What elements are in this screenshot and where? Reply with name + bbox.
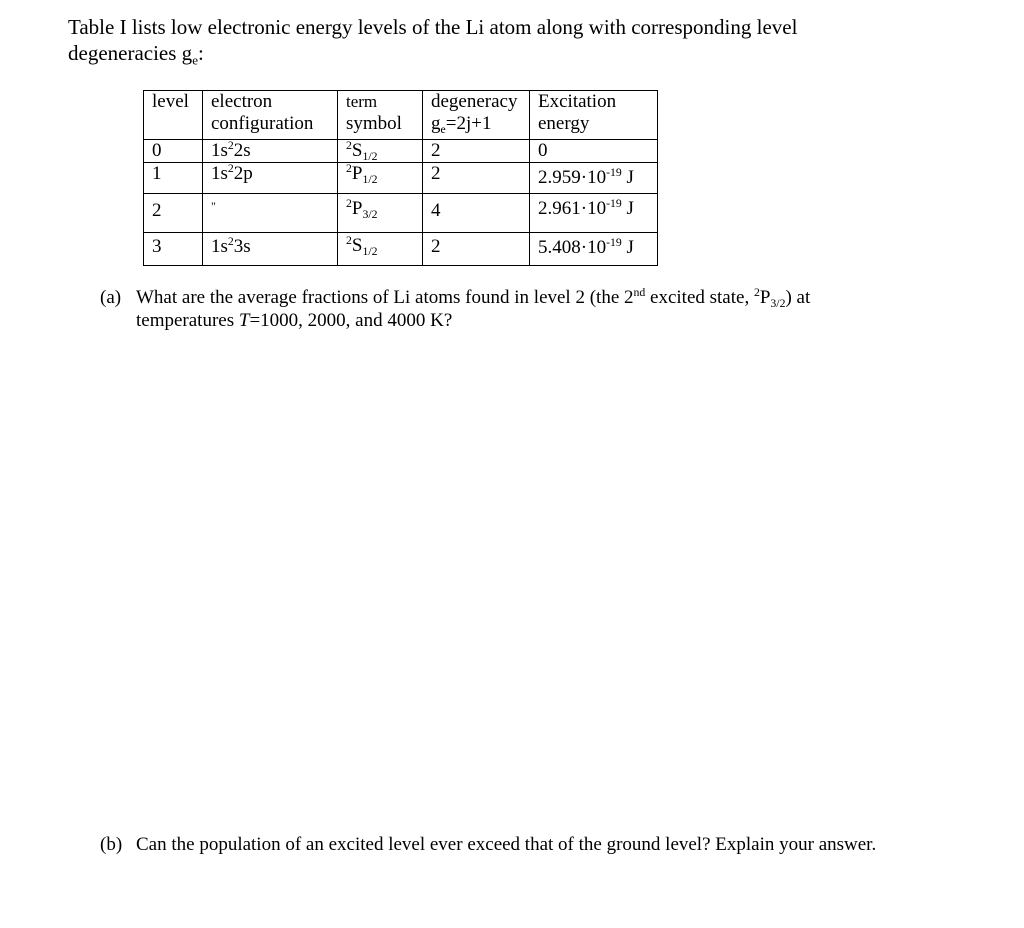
intro-line-2: degeneracies $g_e$: — [68, 41, 204, 68]
energy-levels-table — [143, 90, 658, 266]
table-row — [144, 140, 658, 163]
term-symbol-cell: $^2P_{3/2}$ — [338, 194, 423, 233]
degeneracy-cell: 2 — [423, 163, 530, 194]
header-level: level — [144, 91, 203, 140]
configuration-cell: $1s^22p$ — [203, 163, 338, 194]
configuration-cell: $1s^22s$ — [203, 140, 338, 163]
header-degeneracy: degeneracy $g_e=2j+1$ — [423, 91, 530, 140]
question-b-text: Can the population of an excited level ever exceed that of the ground level? Explain your answer. — [136, 834, 877, 855]
question-a — [100, 286, 900, 332]
question-a-label: (a) — [100, 287, 122, 308]
energy-cell: $2.959\cdot 10^{-19}$ J — [530, 163, 658, 194]
degeneracy-cell: 2 — [423, 233, 530, 266]
table-row — [144, 194, 658, 233]
term-symbol-cell: $^2S_{1/2}$ — [338, 233, 423, 266]
level-cell: 3 — [144, 233, 203, 266]
level-cell: 1 — [144, 163, 203, 194]
degeneracy-cell: 2 — [423, 140, 530, 163]
question-b-label: (b) — [100, 834, 123, 855]
header-configuration: electron configuration — [203, 91, 338, 140]
question-a-line-1: (a) What are the average fractions of Li atoms found in level 2 (the 2nd excited state, $^2P_{3/2}$) at — [100, 285, 811, 311]
energy-cell: $5.408\cdot 10^{-19}$ J — [530, 233, 658, 266]
degeneracy-cell: 4 — [423, 194, 530, 233]
question-a-line-2: temperatures T=1000, 2000, and 4000 K? — [136, 310, 453, 331]
question-b — [100, 833, 980, 856]
term-symbol-cell: $^2S_{1/2}$ — [338, 140, 423, 163]
configuration-cell: $1s^23s$ — [203, 233, 338, 266]
header-term-symbol: term symbol — [338, 91, 423, 140]
term-symbol-cell: $^2P_{1/2}$ — [338, 163, 423, 194]
configuration-cell — [203, 194, 338, 233]
energy-cell: $2.961\cdot 10^{-19}$ J — [530, 194, 658, 233]
header-excitation-energy: Excitation energy — [530, 91, 658, 140]
table-header-row — [144, 91, 658, 140]
energy-cell: 0 — [530, 140, 658, 163]
intro-paragraph — [68, 14, 888, 66]
level-cell: 2 — [144, 194, 203, 233]
level-cell: 0 — [144, 140, 203, 163]
intro-line-1: Table I lists low electronic energy levels of the Li atom along with corresponding level — [68, 15, 798, 39]
ditto-mark: " — [211, 199, 216, 213]
table-row — [144, 233, 658, 266]
table-row — [144, 163, 658, 194]
